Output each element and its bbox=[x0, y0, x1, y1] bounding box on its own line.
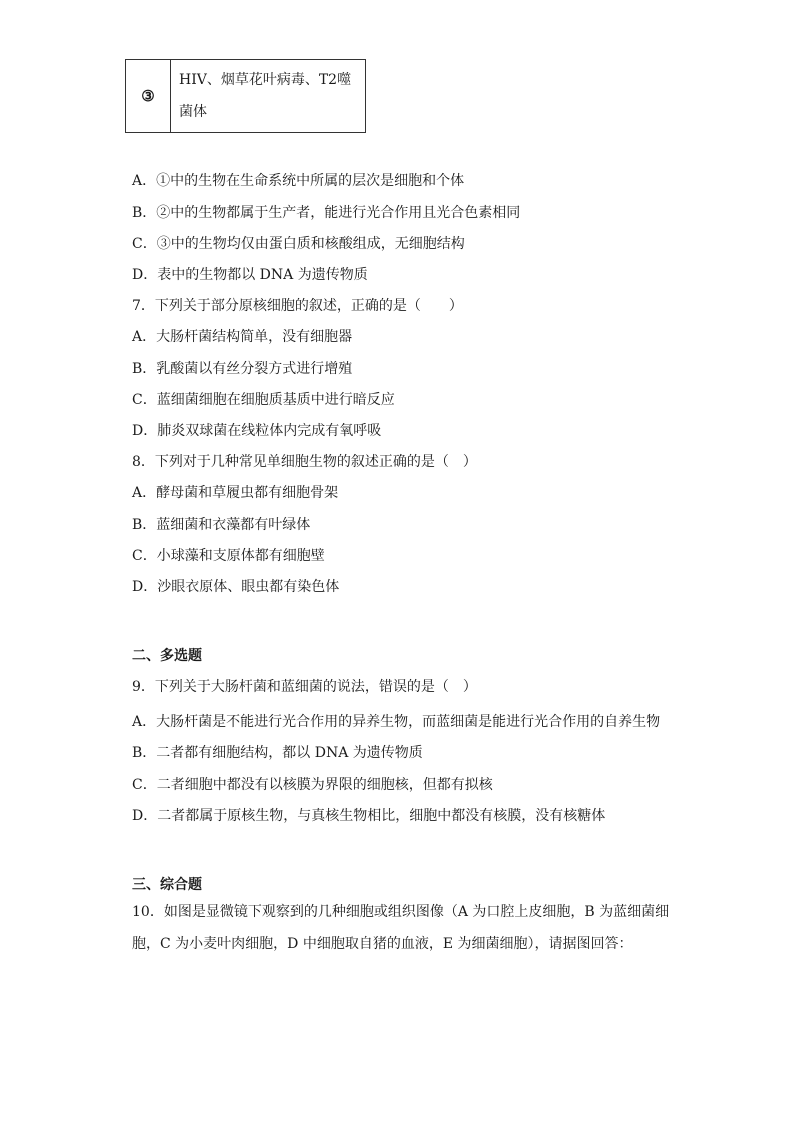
q8-option-c: C．小球藻和支原体都有细胞壁 bbox=[132, 548, 325, 564]
q7-option-b: B．乳酸菌以有丝分裂方式进行增殖 bbox=[132, 361, 353, 377]
q9-option-b: B．二者都有细胞结构，都以 DNA 为遗传物质 bbox=[132, 745, 423, 761]
q6-option-b: B．②中的生物都属于生产者，能进行光合作用且光合色素相同 bbox=[132, 205, 521, 221]
row-text-cell bbox=[171, 60, 366, 133]
q8-option-b: B．蓝细菌和衣藻都有叶绿体 bbox=[132, 517, 311, 533]
q6-option-c: C．③中的生物均仅由蛋白质和核酸组成，无细胞结构 bbox=[132, 236, 465, 252]
q10-stem-line2: 胞，C 为小麦叶肉细胞，D 中细胞取自猪的血液，E 为细菌细胞），请据图回答： bbox=[132, 936, 633, 952]
section-multiple-choice-heading: 二、多选题 bbox=[132, 648, 202, 664]
q9-option-c: C．二者细胞中都没有以核膜为界限的细胞核，但都有拟核 bbox=[132, 777, 493, 793]
q6-option-d: D．表中的生物都以 DNA 为遗传物质 bbox=[132, 267, 368, 283]
table-row bbox=[126, 60, 366, 133]
row-number-cell: ③ bbox=[126, 60, 171, 133]
q7-stem: 7．下列关于部分原核细胞的叙述，正确的是（ ） bbox=[132, 298, 463, 314]
q10-stem-line1: 10．如图是显微镜下观察到的几种细胞或组织图像（A 为口腔上皮细胞，B 为蓝细菌细 bbox=[132, 904, 670, 920]
row-text: HIV、烟草花叶病毒、T2噬菌体 bbox=[179, 72, 352, 120]
q9-option-d: D．二者都属于原核生物，与真核生物相比，细胞中都没有核膜，没有核糖体 bbox=[132, 808, 606, 824]
section-comprehensive-heading: 三、综合题 bbox=[132, 877, 202, 893]
q7-option-d: D．肺炎双球菌在线粒体内完成有氧呼吸 bbox=[132, 423, 382, 439]
q8-option-d: D．沙眼衣原体、眼虫都有染色体 bbox=[132, 579, 340, 595]
q7-option-a: A．大肠杆菌结构简单，没有细胞器 bbox=[132, 329, 353, 345]
q7-option-c: C．蓝细菌细胞在细胞质基质中进行暗反应 bbox=[132, 392, 395, 408]
organism-table bbox=[125, 59, 366, 133]
q8-option-a: A．酵母菌和草履虫都有细胞骨架 bbox=[132, 485, 339, 501]
q6-option-a: A．①中的生物在生命系统中所属的层次是细胞和个体 bbox=[132, 173, 465, 189]
q8-stem: 8．下列对于几种常见单细胞生物的叙述正确的是（ ） bbox=[132, 454, 477, 470]
q9-option-a: A．大肠杆菌是不能进行光合作用的异养生物，而蓝细菌是能进行光合作用的自养生物 bbox=[132, 714, 661, 730]
q9-stem: 9．下列关于大肠杆菌和蓝细菌的说法，错误的是（ ） bbox=[132, 679, 477, 695]
